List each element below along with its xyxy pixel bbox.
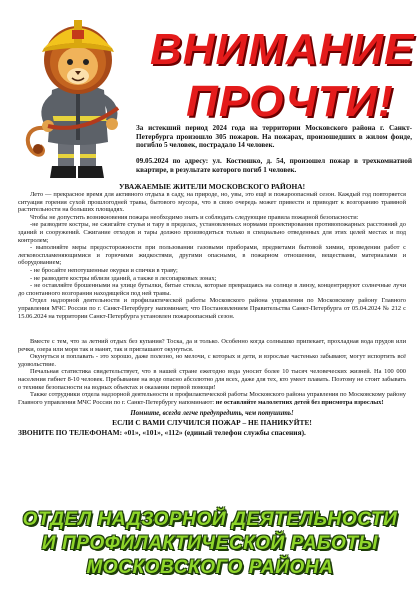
rule-item: - не оставляйте брошенными на улице бутылки, битые стекла, которые превращаясь на солнце в линзу, концентрируют солнечные лучи до спонтанного возгорания находящейся под ней травы. bbox=[18, 282, 406, 297]
rule-item: - выполняйте меры предосторожности при пользовании газовыми приборами, предметами бытовой химии, проведении работ с легковоспламеняющимися и горючими жидкостями, другими опасными, в пожарном отношении, веществами, материалами и оборудованием; bbox=[18, 244, 406, 267]
footer-line: ОТДЕЛ НАДЗОРНОЙ ДЕЯТЕЛЬНОСТИ bbox=[22, 509, 398, 530]
headline-read: ПРОЧТИ! bbox=[186, 77, 394, 126]
rule-item: - не бросайте непотушенные окурки и спички в траву; bbox=[30, 266, 178, 274]
slogan-line: ЕСЛИ С ВАМИ СЛУЧИЛСЯ ПОЖАР – НЕ ПАНИКУЙТЕ! bbox=[112, 418, 312, 428]
paragraph-swimming: Вместе с тем, что за летний отдых без купания? Тоска, да и только. Особенно когда солнышко припекает, прохладная вода прудов или речки, озера или моря так и манят, так и приглашают окунуться. bbox=[18, 338, 406, 353]
children-warning: не оставляйте малолетних детей без присмотра взрослых! bbox=[215, 398, 384, 406]
headline-attention: ВНИМАНИЕ bbox=[150, 25, 415, 74]
intro-incident: 09.05.2024 по адресу: ул. Костюшко, д. 54, произошел пожар в трехкомнатной квартире, в результате которого погиб 1 человек. bbox=[136, 157, 412, 174]
footer-department bbox=[8, 508, 412, 590]
body-text bbox=[18, 182, 406, 437]
intro-statistics: За истекший период 2024 года на территории Московского района г. Санкт-Петербурга произошло 305 пожаров. На пожарах, произошедших в жилом фонде, погибло 5 человек, пострадало 14 человек. bbox=[136, 124, 412, 150]
paragraph-summer: Лето — прекрасное время для активного отдыха в саду, на природе, но, увы, это ещё и пожароопасный сезон. Каждый год повторяется ситуация горения сухой прошлогодней травы, бытового мусора, что в свою очередь может привести и приводит к возгоранию травяной растительности на больших площадях. bbox=[18, 191, 406, 214]
greeting: УВАЖАЕМЫЕ ЖИТЕЛИ МОСКОВСКОГО РАЙОНА! bbox=[118, 182, 306, 191]
footer-line: МОСКОВСКОГО РАЙОНА bbox=[86, 557, 334, 578]
phones-line: ЗВОНИТЕ ПО ТЕЛЕФОНАМ: «01», «101», «112» (единый телефон службы спасения). bbox=[18, 428, 306, 438]
rule-item: -не разводите костры, не сжигайте стулья и тару в пределах, установленных нормами проектирования противопожарных расстояний до зданий и сооружений. Сжигание отходов и тары должно производиться только в специально отведенных для этих целей местах и под контролем; bbox=[18, 221, 406, 244]
lion-firefighter-icon bbox=[22, 8, 134, 183]
paragraph-children bbox=[18, 391, 406, 406]
footer-line: И ПРОФИЛАКТИЧЕСКОЙ РАБОТЫ bbox=[41, 533, 379, 554]
paragraph-fire-season: Отдел надзорной деятельности и профилактической работы Московского района управления по Московскому району Главного управления МЧС России по г. Санкт-Петербургу напоминает, что Постановлением Правительства Санкт-Петербурга от 05.04.2024 № 212 с 15.06.2024 на территории Санкт-Петербурга установлен пожароопасный сезон. bbox=[18, 297, 406, 320]
paragraph-rules-intro: Чтобы не допустить возникновения пожара необходимо знать и соблюдать следующие правила пожарной безопасности: bbox=[30, 213, 359, 221]
children-text: Также сотрудники отдела надзорной деятельности и профилактической работы Московского района управления по Московскому району Главного управления МЧС России по г. Санкт-Петербургу напоминают: bbox=[18, 391, 406, 406]
remember-line: Помните, всегда легче предупредить, чем потушить! bbox=[130, 410, 294, 418]
rule-item: - не разводите костры вблизи зданий, а также в лесопарковых зонах; bbox=[30, 274, 217, 282]
paragraph-bathing: Окунуться и поплавать - это хорошо, даже полезно, но мелочи, с которых и дети, и взрослые частенько забывают, могут испортить всё удовольствие. bbox=[18, 353, 406, 368]
paragraph-statistics: Печальная статистика свидетельствует, что в нашей стране ежегодно вода уносит более 10 тысяч человеческих жизней. На 100 000 населения гибнет 8-10 человек. Пребывание на воде опасно абсолютно для всех, даже для тех, кто умеет плавать. Поэтому не стоит забывать о технике безопасности на водных объектах и оказании первой помощи! bbox=[18, 368, 406, 391]
